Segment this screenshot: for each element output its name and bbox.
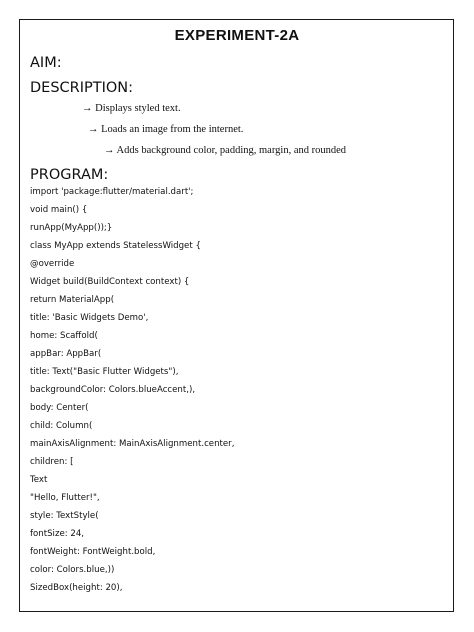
description-item: → Displays styled text. (82, 103, 181, 114)
description-item: → Adds background color, padding, margin, and rounded (104, 145, 347, 156)
code-line: style: TextStyle( (30, 511, 99, 521)
code-line: Widget build(BuildContext context) { (30, 277, 190, 287)
code-line: return MaterialApp( (30, 295, 115, 305)
code-line: appBar: AppBar( (30, 349, 102, 359)
code-line: import 'package:flutter/material.dart'; (30, 187, 194, 197)
description-item: → Loads an image from the internet. (88, 124, 244, 135)
code-line: title: Text("Basic Flutter Widgets"), (30, 367, 179, 377)
code-line: mainAxisAlignment: MainAxisAlignment.center, (30, 439, 235, 449)
code-line: color: Colors.blue,)) (30, 565, 115, 575)
description-heading: DESCRIPTION: (30, 80, 134, 96)
code-line: "Hello, Flutter!", (30, 493, 100, 503)
code-line: home: Scaffold( (30, 331, 98, 341)
code-line: body: Center( (30, 403, 89, 413)
code-line: SizedBox(height: 20), (30, 583, 123, 593)
code-line: class MyApp extends StatelessWidget { (30, 241, 201, 251)
code-line: children: [ (30, 457, 74, 467)
program-heading: PROGRAM: (30, 167, 109, 183)
document-title: EXPERIMENT-2A (174, 27, 300, 44)
code-line: Text (30, 475, 48, 485)
code-line: fontWeight: FontWeight.bold, (30, 547, 156, 557)
code-line: runApp(MyApp());} (30, 223, 113, 233)
code-line: child: Column( (30, 421, 93, 431)
code-line: title: 'Basic Widgets Demo', (30, 313, 149, 323)
code-line: void main() { (30, 205, 88, 215)
aim-heading: AIM: (30, 55, 62, 71)
code-line: backgroundColor: Colors.blueAccent,), (30, 385, 196, 395)
code-line: @override (30, 259, 75, 269)
code-line: fontSize: 24, (30, 529, 85, 539)
